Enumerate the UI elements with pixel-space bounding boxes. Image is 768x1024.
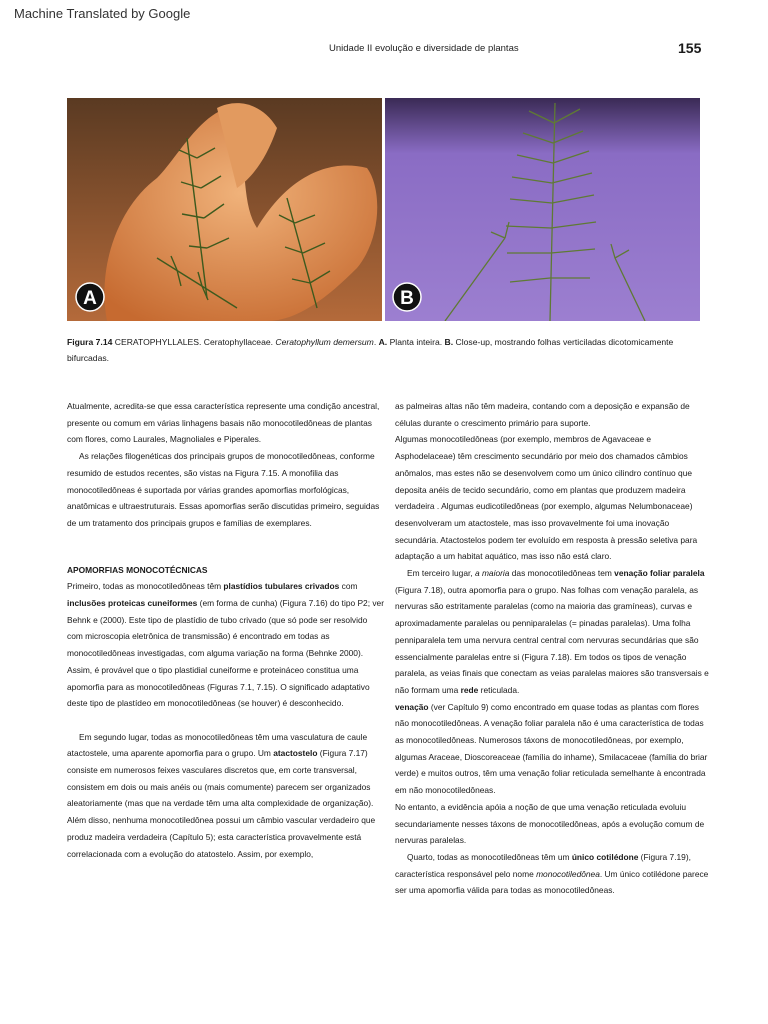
paragraph: Além disso, nenhuma monocotiledônea possui um câmbio vascular verdadeiro que produz madeira verdadeira (Capítulo 5); esta característica provavelmente está correlacionada com a evolução do atatostelo. Assim, por exemplo,	[67, 815, 376, 859]
section-heading: APOMORFIAS MONOCOTÉCNICAS	[67, 564, 208, 575]
right-column	[395, 398, 710, 899]
caption-species: Ceratophyllum demersum	[275, 337, 374, 347]
paragraph: No entanto, a evidência apóia a noção de que uma venação reticulada evoluiu secundariamente nesses táxons de monocotiledôneas, após a evolução comum de nervuras paralelas.	[395, 801, 705, 846]
left-column	[67, 398, 385, 862]
caption-a: A.	[378, 337, 388, 347]
paragraph: Atualmente, acredita-se que essa característica represente uma condição ancestral, presente ou comum em várias linhagens basais não monocotiledôneas de plantas com flores, como Laurales, Magnoliales e Piperales.	[67, 401, 380, 445]
paragraph: As relações filogenéticas dos principais grupos de monocotiledôneas, conforme resumido de estudos recentes, são vistas na Figura 7.15. A monofilia das monocotiledôneas é suportada por várias grandes apomorfias morfológicas, anatômicas e ultraestruturais. Essas apomorfias serão discutidas primeiro, seguidas de um tratamento dos principais grupos e famílias de exemplares.	[67, 451, 380, 528]
machine-translated-banner: Machine Translated by Google	[14, 6, 191, 21]
figure-label-b: B	[400, 288, 414, 309]
figure-photo-a	[67, 98, 382, 321]
caption-b: B.	[444, 337, 454, 347]
figure-label-a: A	[83, 288, 97, 309]
paragraph: Quarto, todas as monocotiledôneas têm um único cotilédone (Figura 7.19), característica responsável pelo nome monocotiledônea. Um único cotilédone parece ser uma apomorfia válida para todas as monocotiledôneas.	[395, 851, 709, 896]
page-number: 155	[678, 40, 702, 56]
caption-text: Planta inteira.	[387, 337, 445, 347]
caption-text: Close-up, mostrando folhas verticiladas dicotomicamente bifurcadas.	[67, 337, 674, 363]
paragraph: Primeiro, todas as monocotiledôneas têm plastídios tubulares crivados com inclusões proteicas cuneiformes (em forma de cunha) (Figura 7.16) do tipo P2; ver Behnk e (2000). Este tipo de plastídio de tubo crivado (que só pode ser resolvido com microscopia eletrônica de transmissão) é encontrado em todas as monocotiledôneas investigadas, com alguma variação na forma (Behnke 2000). Assim, é provável que o tipo plastidial cuneiforme e proteináceo constitua uma apomorfia para as monocotiledôneas (Figuras 7.1, 7.15). O significado adaptativo deste tipo de plastídeo em monocotiledôneas (se houver) é desconhecido.	[67, 581, 384, 709]
caption-text: .	[373, 337, 379, 347]
running-head: Unidade II evolução e diversidade de plantas	[329, 43, 519, 54]
paragraph: as palmeiras altas não têm madeira, contando com a deposição e expansão de células durante o crescimento primário para suporte.	[395, 401, 690, 428]
caption-text: CERATOPHYLLALES. Ceratophyllaceae.	[112, 337, 276, 347]
figure-photo-b	[385, 98, 700, 321]
paragraph: venação (ver Capítulo 9) como encontrado em quase todas as plantas com flores não monocotiledôneas. A venação foliar paralela não é uma característica de todas as monocotiledôneas. Numerosos táxons de monocotiledôneas, por exemplo, algumas Araceae, Dioscoreaceae (família do inhame), Smilacaceae (família do briar verde) e muitos outros, têm uma venação foliar reticulada semelhante à encontrada em não monocotiledôneas.	[395, 701, 708, 796]
paragraph: Em segundo lugar, todas as monocotiledôneas têm uma vasculatura de caule atactostele, uma aparente apomorfia para o grupo. Um atactostelo (Figura 7.17) consiste em numerosos feixes vasculares discretos que, em corte transversal, consistem em dois ou mais anéis ou (mais comumente) parecem ser organizados aleatoriamente (mas que na verdade têm uma alta complexidade de organização).	[67, 731, 374, 809]
paragraph: Algumas monocotiledôneas (por exemplo, membros de Agavaceae e Asphodelaceae) têm crescimento secundário por meio dos chamados câmbios anômalos, mas estes não se desenvolvem como um único cilindro contínuo que deposita anéis de tecido secundário, como em plantas que produzem madeira verdadeira . Algumas eudicotiledôneas (por exemplo, algumas Nelumbonaceae) desenvolveram um atactostele, mas isso provavelmente foi uma inovação secundária. Atactostelos podem ter evoluído em resposta à pressão seletiva para adaptação a um habitat aquático, mas isso não está claro.	[395, 434, 698, 562]
paragraph: Em terceiro lugar, a maioria das monocotiledôneas tem venação foliar paralela (Figura 7.18), outra apomorfia para o grupo. Nas folhas com venação paralela, as nervuras são estritamente paralelas (como na maioria das gramíneas), curvas e aproximadamente paralelas ou penniparalelas (= pinadas paralelas). Uma folha penniparalela tem uma nervura central central com nervuras secundárias que são essencialmente paralelas entre si (Figura 7.18). Em todos os tipos de venação paralela, as veias finais que conectam as veias paralelas maiores são transversais e não formam uma rede reticulada.	[395, 568, 709, 695]
figure-caption	[67, 334, 697, 366]
caption-figure-number: Figura 7.14	[67, 337, 113, 347]
